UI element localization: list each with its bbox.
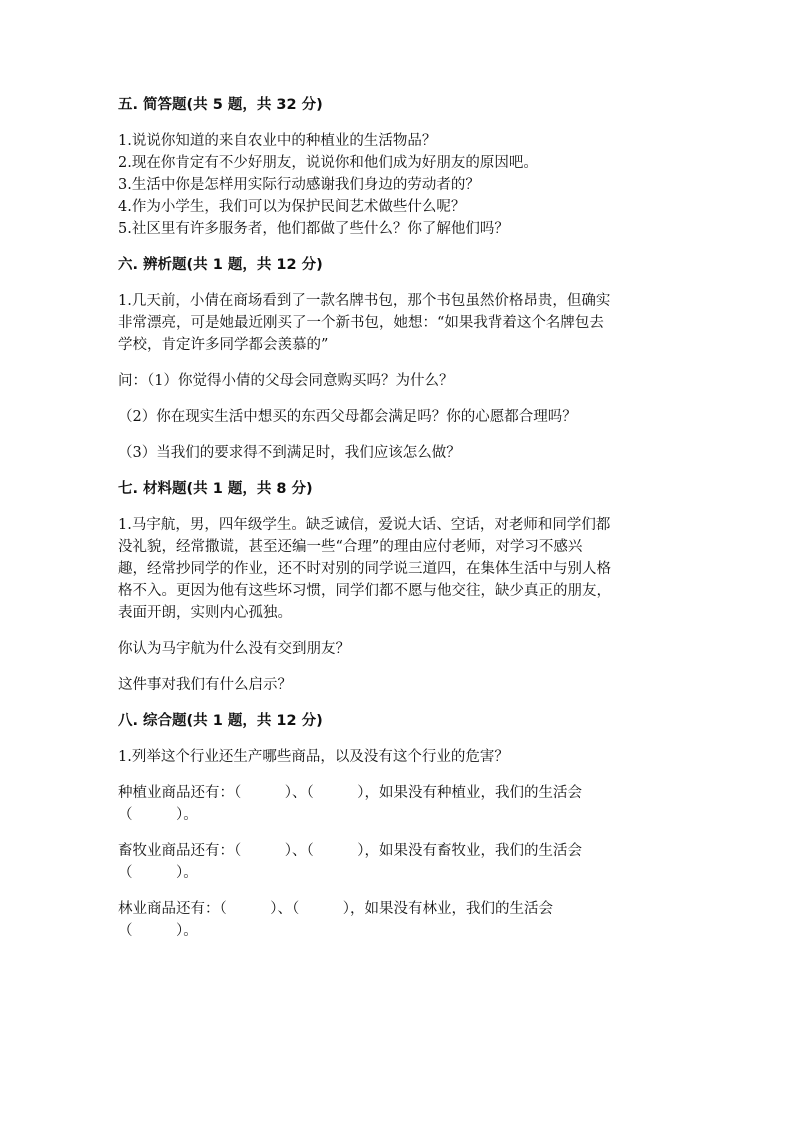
fill-blank-line: （ ）。 xyxy=(118,923,198,939)
fill-blank-line: （ ）。 xyxy=(118,865,198,881)
paragraph-line: 非常漂亮，可是她最近刚买了一个新书包，她想：“如果我背着这个名牌包去 xyxy=(118,315,604,331)
sub-question: （3）当我们的要求得不到满足时，我们应该怎么做？ xyxy=(118,445,461,461)
question-paragraph xyxy=(118,514,678,624)
question-list xyxy=(118,130,678,240)
fill-blank-line: 种植业商品还有：（ ）、（ ），如果没有种植业，我们的生活会 xyxy=(118,785,582,801)
paragraph-line: 学校，肯定许多同学都会羡慕的” xyxy=(118,337,329,353)
section-heading-material: 七. 材料题(共 1 题，共 8 分) xyxy=(118,481,313,497)
paragraph-line: 表面开朗，实则内心孤独。 xyxy=(118,605,292,621)
paragraph-line: 格不入。更因为他有这些坏习惯，同学们都不愿与他交往，缺少真正的朋友， xyxy=(118,583,611,599)
exam-page xyxy=(118,94,678,942)
question-item: 4.作为小学生，我们可以为保护民间艺术做些什么呢？ xyxy=(118,199,466,215)
sub-question: （2）你在现实生活中想买的东西父母都会满足吗？你的心愿都合理吗？ xyxy=(118,409,577,425)
fill-blank-line: （ ）。 xyxy=(118,807,198,823)
fill-blank-item xyxy=(118,782,678,826)
question-item: 5.社区里有许多服务者，他们都做了些什么？你了解他们吗？ xyxy=(118,221,509,237)
fill-blank-item xyxy=(118,898,678,942)
fill-blank-line: 林业商品还有：（ ）、（ ），如果没有林业，我们的生活会 xyxy=(118,901,553,917)
paragraph-line: 没礼貌，经常撒谎，甚至还编一些“合理”的理由应付老师，对学习不感兴 xyxy=(118,539,583,555)
sub-question: 问：（1）你觉得小倩的父母会同意购买吗？为什么？ xyxy=(118,373,454,389)
fill-blank-item xyxy=(118,840,678,884)
sub-question: 你认为马宇航为什么没有交到朋友？ xyxy=(118,641,350,657)
paragraph-line: 1.几天前，小倩在商场看到了一款名牌书包，那个书包虽然价格昂贵，但确实 xyxy=(118,293,611,309)
question-item: 2.现在你肯定有不少好朋友，说说你和他们成为好朋友的原因吧。 xyxy=(118,155,538,171)
fill-blank-line: 畜牧业商品还有：（ ）、（ ），如果没有畜牧业，我们的生活会 xyxy=(118,843,582,859)
section-heading-short-answer: 五. 简答题(共 5 题，共 32 分) xyxy=(118,97,323,113)
question-paragraph xyxy=(118,290,678,356)
section-heading-comprehensive: 八. 综合题(共 1 题，共 12 分) xyxy=(118,713,323,729)
question-item: 1.说说你知道的来自农业中的种植业的生活物品？ xyxy=(118,133,437,149)
question-item: 3.生活中你是怎样用实际行动感谢我们身边的劳动者的？ xyxy=(118,177,480,193)
sub-question: 这件事对我们有什么启示？ xyxy=(118,677,292,693)
paragraph-line: 1.马宇航，男，四年级学生。缺乏诚信，爱说大话、空话，对老师和同学们都 xyxy=(118,517,611,533)
paragraph-line: 趣，经常抄同学的作业，还不时对别的同学说三道四，在集体生活中与别人格 xyxy=(118,561,611,577)
section-heading-analysis: 六. 辨析题(共 1 题，共 12 分) xyxy=(118,257,323,273)
question-intro: 1.列举这个行业还生产哪些商品，以及没有这个行业的危害？ xyxy=(118,749,509,765)
